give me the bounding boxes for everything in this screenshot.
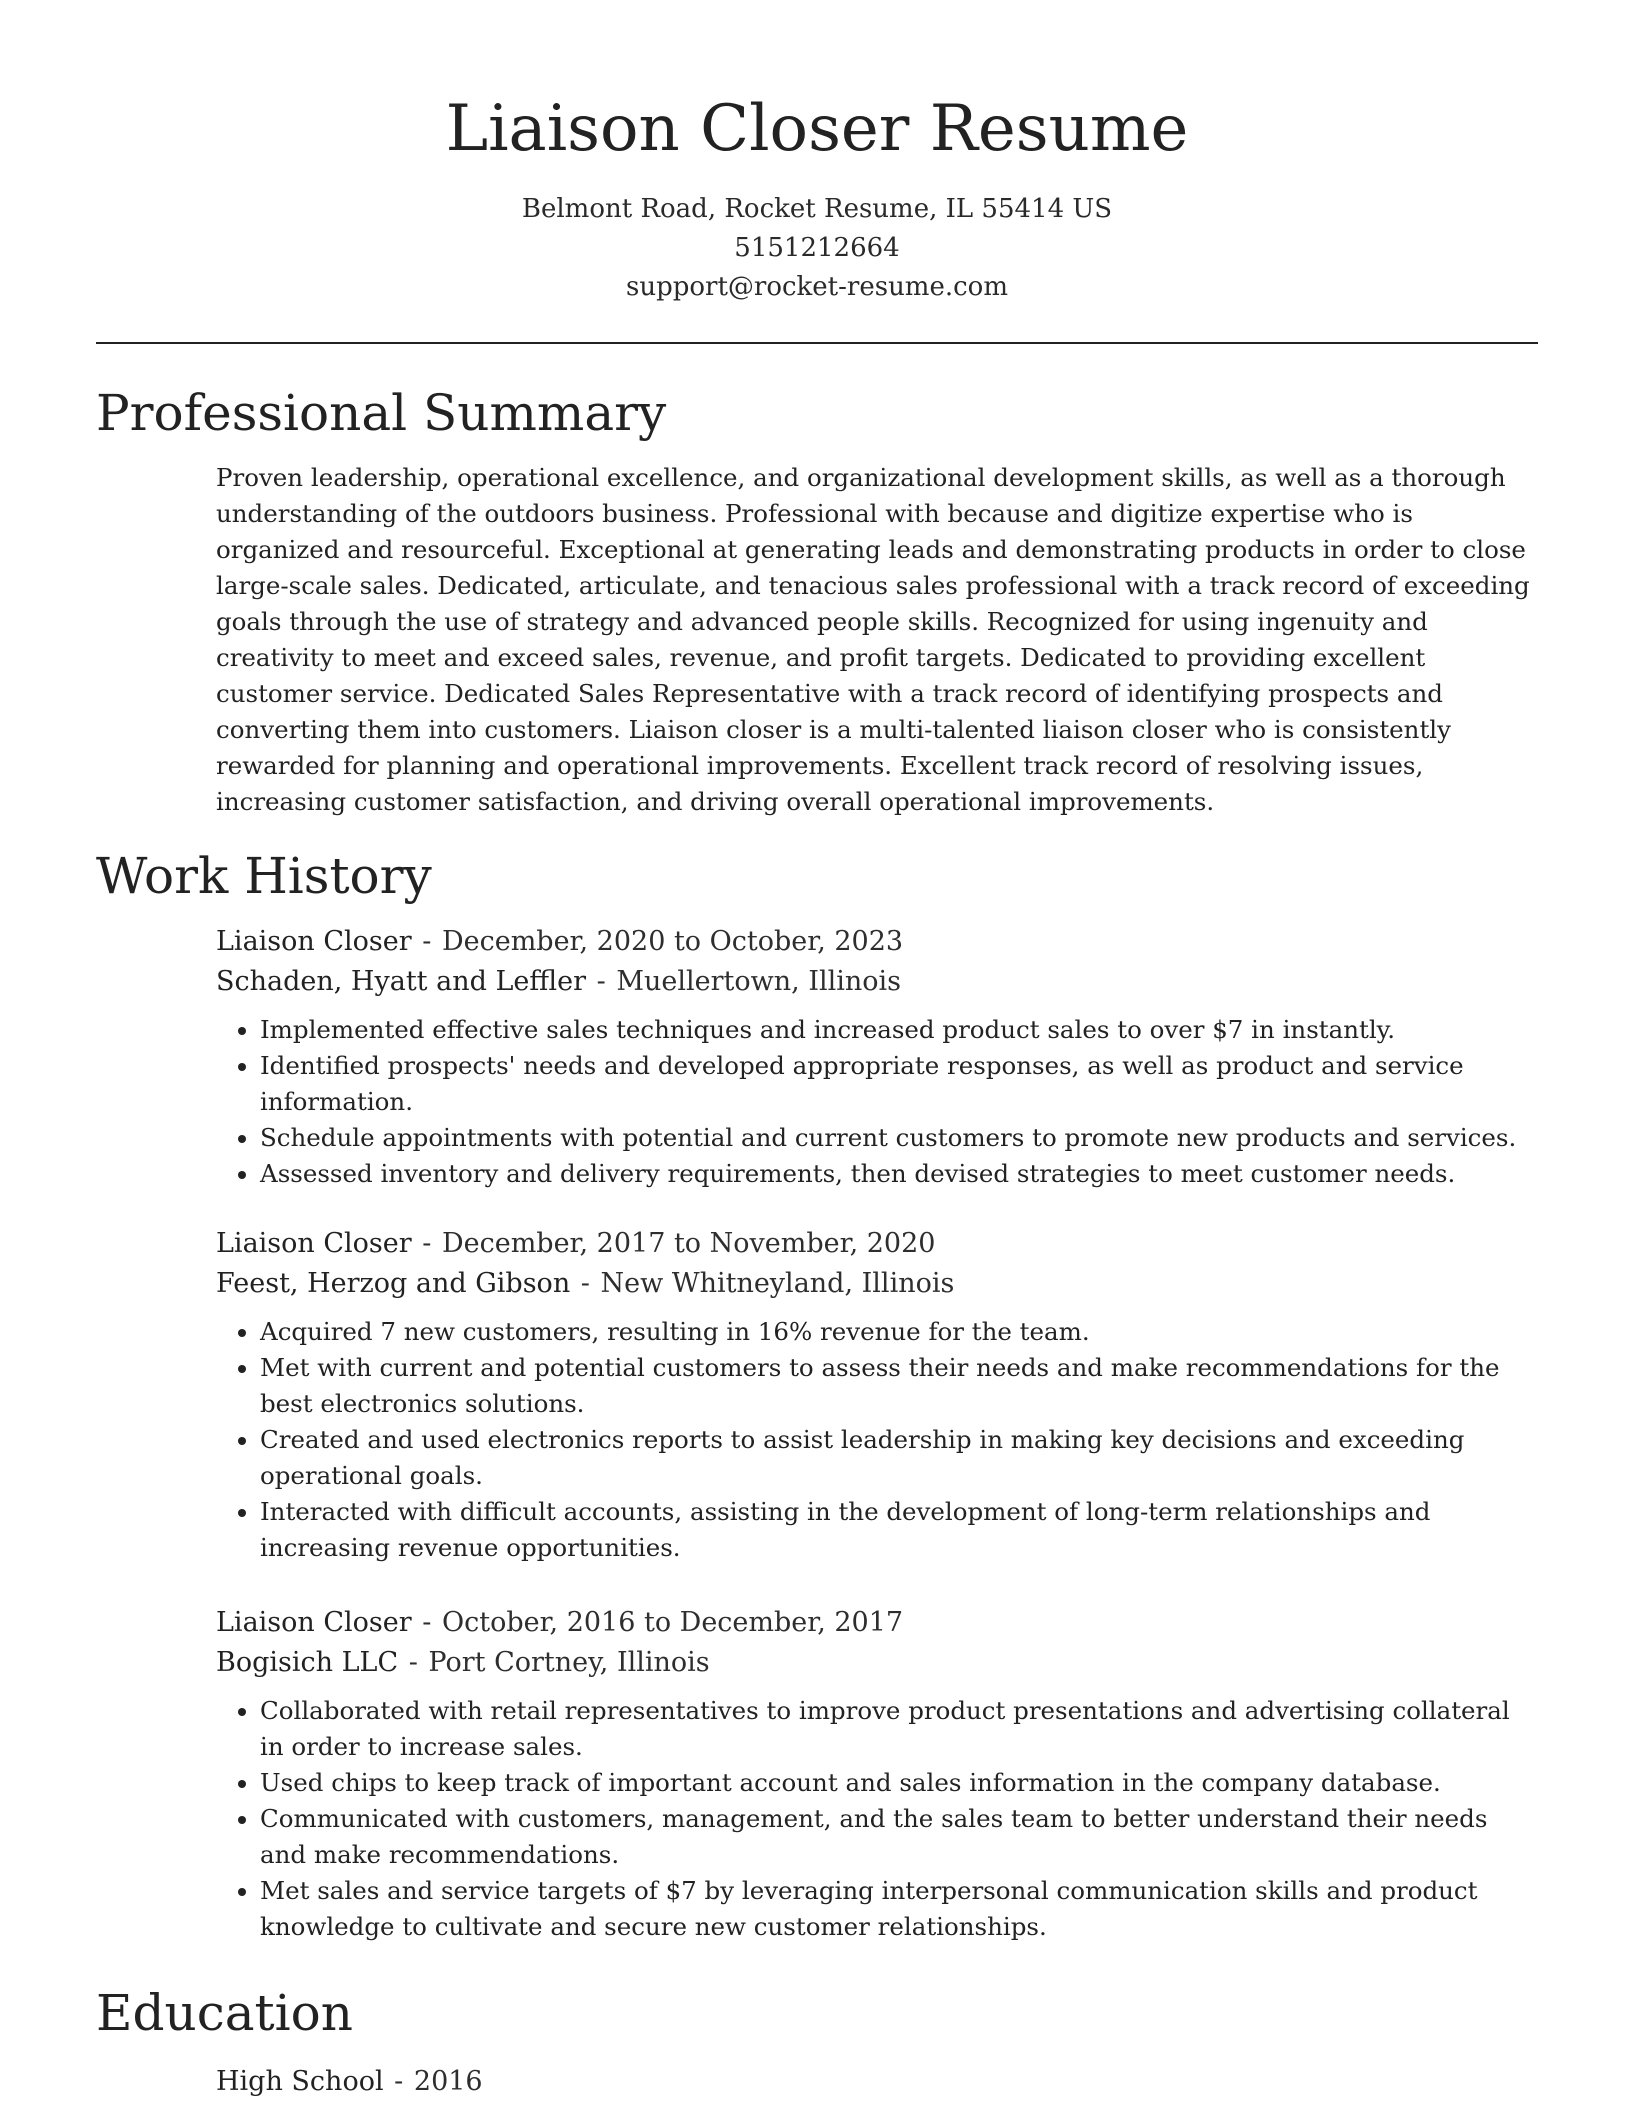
summary-text: Proven leadership, operational excellence, and organizational development skills, as well as a thorough understanding of the outdoors business. Professional with because and digitize expertise who is organized and resourceful. Exceptional at generating leads and demonstrating products in order to close large-scale sales. Dedicated, articulate, and tenacious sales professional with a track record of exceeding goals through the use of strategy and advanced people skills. Recognized for using ingenuity and creativity to meet and exceed sales, revenue, and profit targets. Dedicated to providing excellent customer service. Dedicated Sales Representative with a track record of identifying prospects and converting them into customers. Liaison closer is a multi-talented liaison closer who is consistently rewarded for planning and operational improvements. Excellent track record of resolving issues, increasing customer satisfaction, and driving overall operational improvements.	[216, 463, 1530, 816]
job-separator: -	[400, 1647, 427, 1678]
job-bullet: • Met sales and service targets of $7 by leveraging interpersonal communication skills and product knowledge to cultivate and secure new customer relationships.	[260, 1873, 1538, 1945]
job-bullet: • Created and used electronics reports to assist leadership in making key decisions and exceeding operational goals.	[260, 1422, 1538, 1494]
education-line	[216, 2062, 1538, 2102]
job-bullet: • Met with current and potential customers to assess their needs and make recommendations for the best electronics solutions.	[260, 1350, 1538, 1422]
job-location: Port Cortney, Illinois	[428, 1647, 710, 1678]
job-bullet: • Identified prospects' needs and developed appropriate responses, as well as product and service information.	[260, 1048, 1538, 1120]
job-separator: -	[413, 1607, 440, 1638]
job-bullets	[216, 1314, 1538, 1566]
resume-title: Liaison Closer Resume	[445, 92, 1189, 166]
job-separator: -	[588, 966, 615, 997]
job-location: New Whitneyland, Illinois	[600, 1268, 955, 1299]
job-title-line	[216, 922, 1538, 962]
job-company: Schaden, Hyatt and Leffler	[216, 966, 587, 997]
contact-address: Belmont Road, Rocket Resume, IL 55414 US	[521, 194, 1113, 224]
job-separator: -	[413, 926, 440, 957]
job-company-line	[216, 1643, 1538, 1683]
job-title-line	[216, 1224, 1538, 1264]
job-title-line	[216, 1603, 1538, 1643]
job-dates: October, 2016 to December, 2017	[441, 1607, 904, 1638]
job-entry	[216, 1603, 1538, 1945]
header-divider	[96, 342, 1538, 344]
job-company-line	[216, 962, 1538, 1002]
job-bullet: • Communicated with customers, management, and the sales team to better understand their needs and make recommendations.	[260, 1801, 1538, 1873]
job-company: Feest, Herzog and Gibson	[216, 1268, 571, 1299]
job-bullet: • Assessed inventory and delivery requirements, then devised strategies to meet customer needs.	[260, 1156, 1538, 1192]
job-location: Muellertown, Illinois	[616, 966, 902, 997]
summary-section	[216, 460, 1538, 820]
job-dates: December, 2017 to November, 2020	[441, 1228, 936, 1259]
job-title: Liaison Closer	[216, 1228, 412, 1259]
job-company-line	[216, 1264, 1538, 1304]
job-entry	[216, 922, 1538, 1192]
job-separator: -	[413, 1228, 440, 1259]
contact-email: support@rocket-resume.com	[625, 272, 1008, 302]
job-bullet: • Implemented effective sales techniques and increased product sales to over $7 in instantly.	[260, 1012, 1538, 1048]
education-separator: -	[385, 2066, 412, 2097]
work-history-heading: Work History	[96, 847, 432, 905]
education-entry	[216, 2062, 1538, 2102]
job-bullet: • Interacted with difficult accounts, assisting in the development of long-term relationships and increasing revenue opportunities.	[260, 1494, 1538, 1566]
education-heading: Education	[96, 1984, 353, 2042]
summary-heading: Professional Summary	[96, 384, 667, 442]
job-dates: December, 2020 to October, 2023	[441, 926, 904, 957]
job-separator: -	[572, 1268, 599, 1299]
education-year: 2016	[413, 2066, 483, 2097]
job-bullet: • Used chips to keep track of important account and sales information in the company database.	[260, 1765, 1538, 1801]
contact-block	[96, 190, 1538, 307]
job-entry	[216, 1224, 1538, 1566]
job-company: Bogisich LLC	[216, 1647, 399, 1678]
job-bullets	[216, 1693, 1538, 1945]
education-degree: High School	[216, 2066, 384, 2097]
job-bullets	[216, 1012, 1538, 1192]
job-title: Liaison Closer	[216, 1607, 412, 1638]
job-bullet: • Acquired 7 new customers, resulting in 16% revenue for the team.	[260, 1314, 1538, 1350]
job-bullet: • Collaborated with retail representatives to improve product presentations and advertising collateral in order to increase sales.	[260, 1693, 1538, 1765]
job-bullet: • Schedule appointments with potential and current customers to promote new products and services.	[260, 1120, 1538, 1156]
job-title: Liaison Closer	[216, 926, 412, 957]
contact-phone: 5151212664	[734, 233, 900, 263]
